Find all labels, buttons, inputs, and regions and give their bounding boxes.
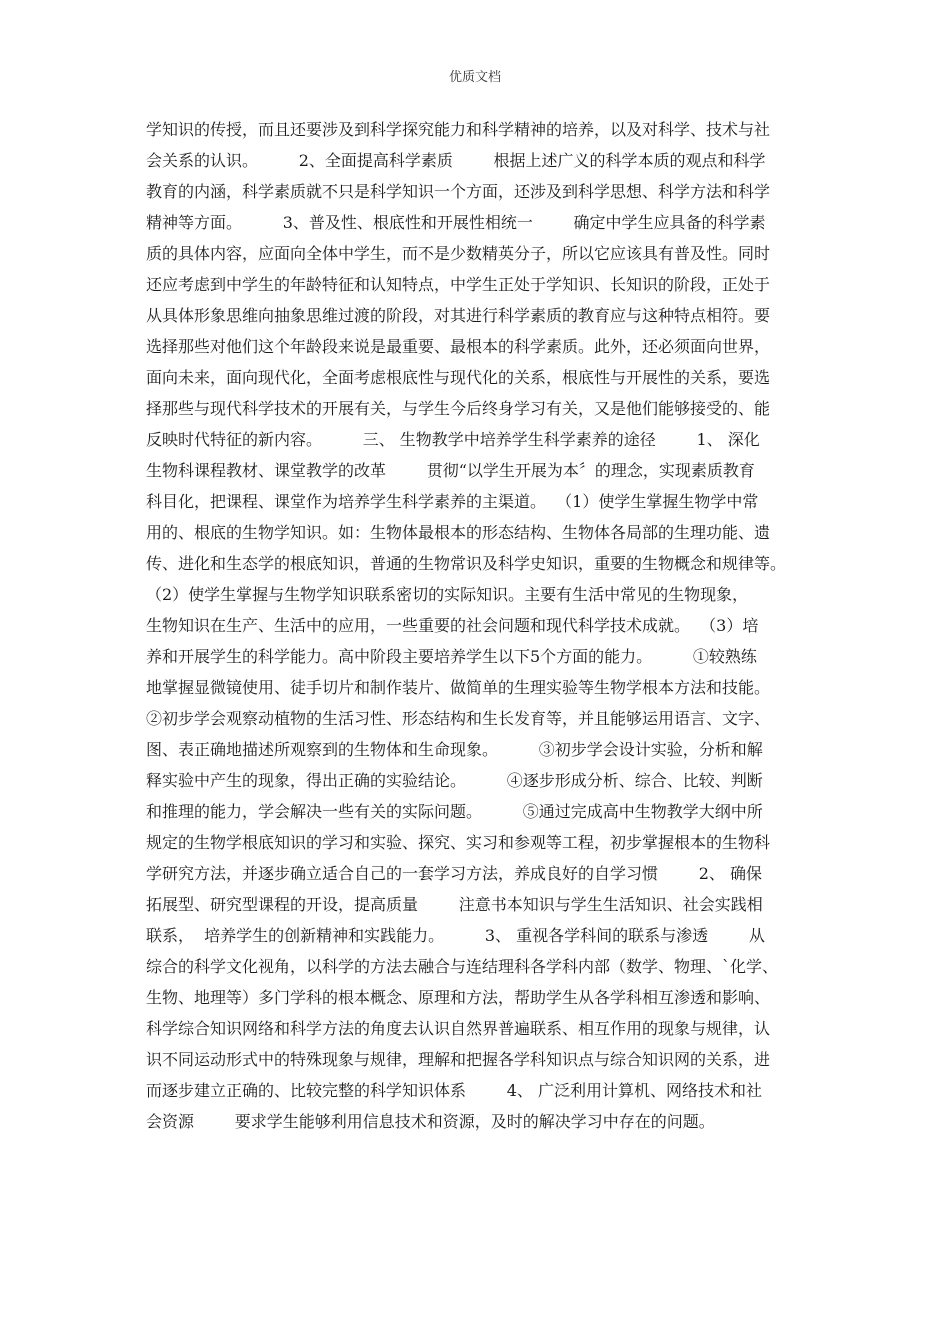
text-line: 用的、根底的生物学知识。如：生物体最根本的形态结构、生物体各局部的生理功能、遗 — [146, 523, 771, 542]
text-line: 拓展型、研究型课程的开设，提高质量 注意书本知识与学生生活知识、社会实践相 — [146, 895, 763, 914]
text-line: 从具体形象思维向抽象思维过渡的阶段，对其进行科学素质的教育应与这种特点相符。要 — [146, 306, 771, 325]
text-line: 会资源 要求学生能够利用信息技术和资源，及时的解决学习中存在的问题。 — [146, 1112, 715, 1131]
text-line: 识不同运动形式中的特殊现象与规律，理解和把握各学科知识点与综合知识网的关系，进 — [146, 1050, 771, 1069]
text-line: 科目化，把课程、课堂作为培养学生科学素养的主渠道。 （1）使学生掌握生物学中常 — [146, 492, 759, 511]
text-line: 会关系的认识。 2、全面提高科学素质 根据上述广义的科学本质的观点和科学 — [146, 151, 766, 170]
text-line: 科学综合知识网络和科学方法的角度去认识自然界普遍联系、相互作用的现象与规律，认 — [146, 1019, 771, 1038]
text-line: 联系， 培养学生的创新精神和实践能力。 3、 重视各学科间的联系与渗透 从 — [146, 926, 765, 945]
text-line: 和推理的能力，学会解决一些有关的实际问题。 ⑤通过完成高中生物教学大纲中所 — [146, 802, 763, 821]
text-line: 面向未来，面向现代化，全面考虑根底性与现代化的关系，根底性与开展性的关系，要选 — [146, 368, 771, 387]
text-line: 精神等方面。 3、普及性、根底性和开展性相统一 确定中学生应具备的科学素 — [146, 213, 766, 232]
text-line: 而逐步建立正确的、比较完整的科学知识体系 4、 广泛利用计算机、网络技术和社 — [146, 1081, 762, 1100]
document-body — [146, 114, 811, 1137]
text-line: 综合的科学文化视角，以科学的方法去融合与连结理科各学科内部（数学、物理、`化学、 — [146, 957, 779, 976]
text-line: 还应考虑到中学生的年龄特征和认知特点，中学生正处于学知识、长知识的阶段，正处于 — [146, 275, 771, 294]
text-line: 择那些与现代科学技术的开展有关，与学生今后终身学习有关，又是他们能够接受的、能 — [146, 399, 771, 418]
text-line: 生物科课程教材、课堂教学的改革 贯彻“以学生开展为本〞的理念，实现素质教育 — [146, 461, 755, 480]
text-line: 教育的内涵，科学素质就不只是科学知识一个方面，还涉及到科学思想、科学方法和科学 — [146, 182, 771, 201]
text-line: （2）使学生掌握与生物学知识联系密切的实际知识。主要有生活中常见的生物现象， — [146, 585, 749, 604]
text-line: 选择那些对他们这个年龄段来说是最重要、最根本的科学素质。此外，还必须面向世界， — [146, 337, 771, 356]
text-line: 规定的生物学根底知识的学习和实验、探究、实习和参观等工程，初步掌握根本的生物科 — [146, 833, 771, 852]
text-line: 地掌握显微镜使用、徒手切片和制作装片、做简单的生理实验等生物学根本方法和技能。 — [146, 678, 771, 697]
text-line: 学知识的传授，而且还要涉及到科学探究能力和科学精神的培养，以及对科学、技术与社 — [146, 120, 771, 139]
text-line: 学研究方法，并逐步确立适合自己的一套学习方法，养成良好的自学习惯 2、 确保 — [146, 864, 762, 883]
text-line: 养和开展学生的科学能力。高中阶段主要培养学生以下5个方面的能力。 ①较熟练 — [146, 647, 757, 666]
text-line: 生物知识在生产、生活中的应用，一些重要的社会问题和现代科学技术成就。 （3）培 — [146, 616, 759, 635]
text-line: 生物、地理等）多门学科的根本概念、原理和方法，帮助学生从各学科相互渗透和影响、 — [146, 988, 771, 1007]
page-header: 优质文档 — [448, 70, 501, 85]
text-line: 图、表正确地描述所观察到的生物体和生命现象。 ③初步学会设计实验，分析和解 — [146, 740, 763, 759]
text-line: ②初步学会观察动植物的生活习性、形态结构和生长发育等，并且能够运用语言、文字、 — [146, 709, 771, 728]
text-line: 反映时代特征的新内容。 三、 生物教学中培养学生科学素养的途径 1、 深化 — [146, 430, 760, 449]
text-line: 释实验中产生的现象，得出正确的实验结论。 ④逐步形成分析、综合、比较、判断 — [146, 771, 763, 790]
text-line: 传、进化和生态学的根底知识，普通的生物常识及科学史知识，重要的生物概念和规律等。 — [146, 554, 787, 573]
text-line: 质的具体内容，应面向全体中学生，而不是少数精英分子，所以它应该具有普及性。同时 — [146, 244, 771, 263]
